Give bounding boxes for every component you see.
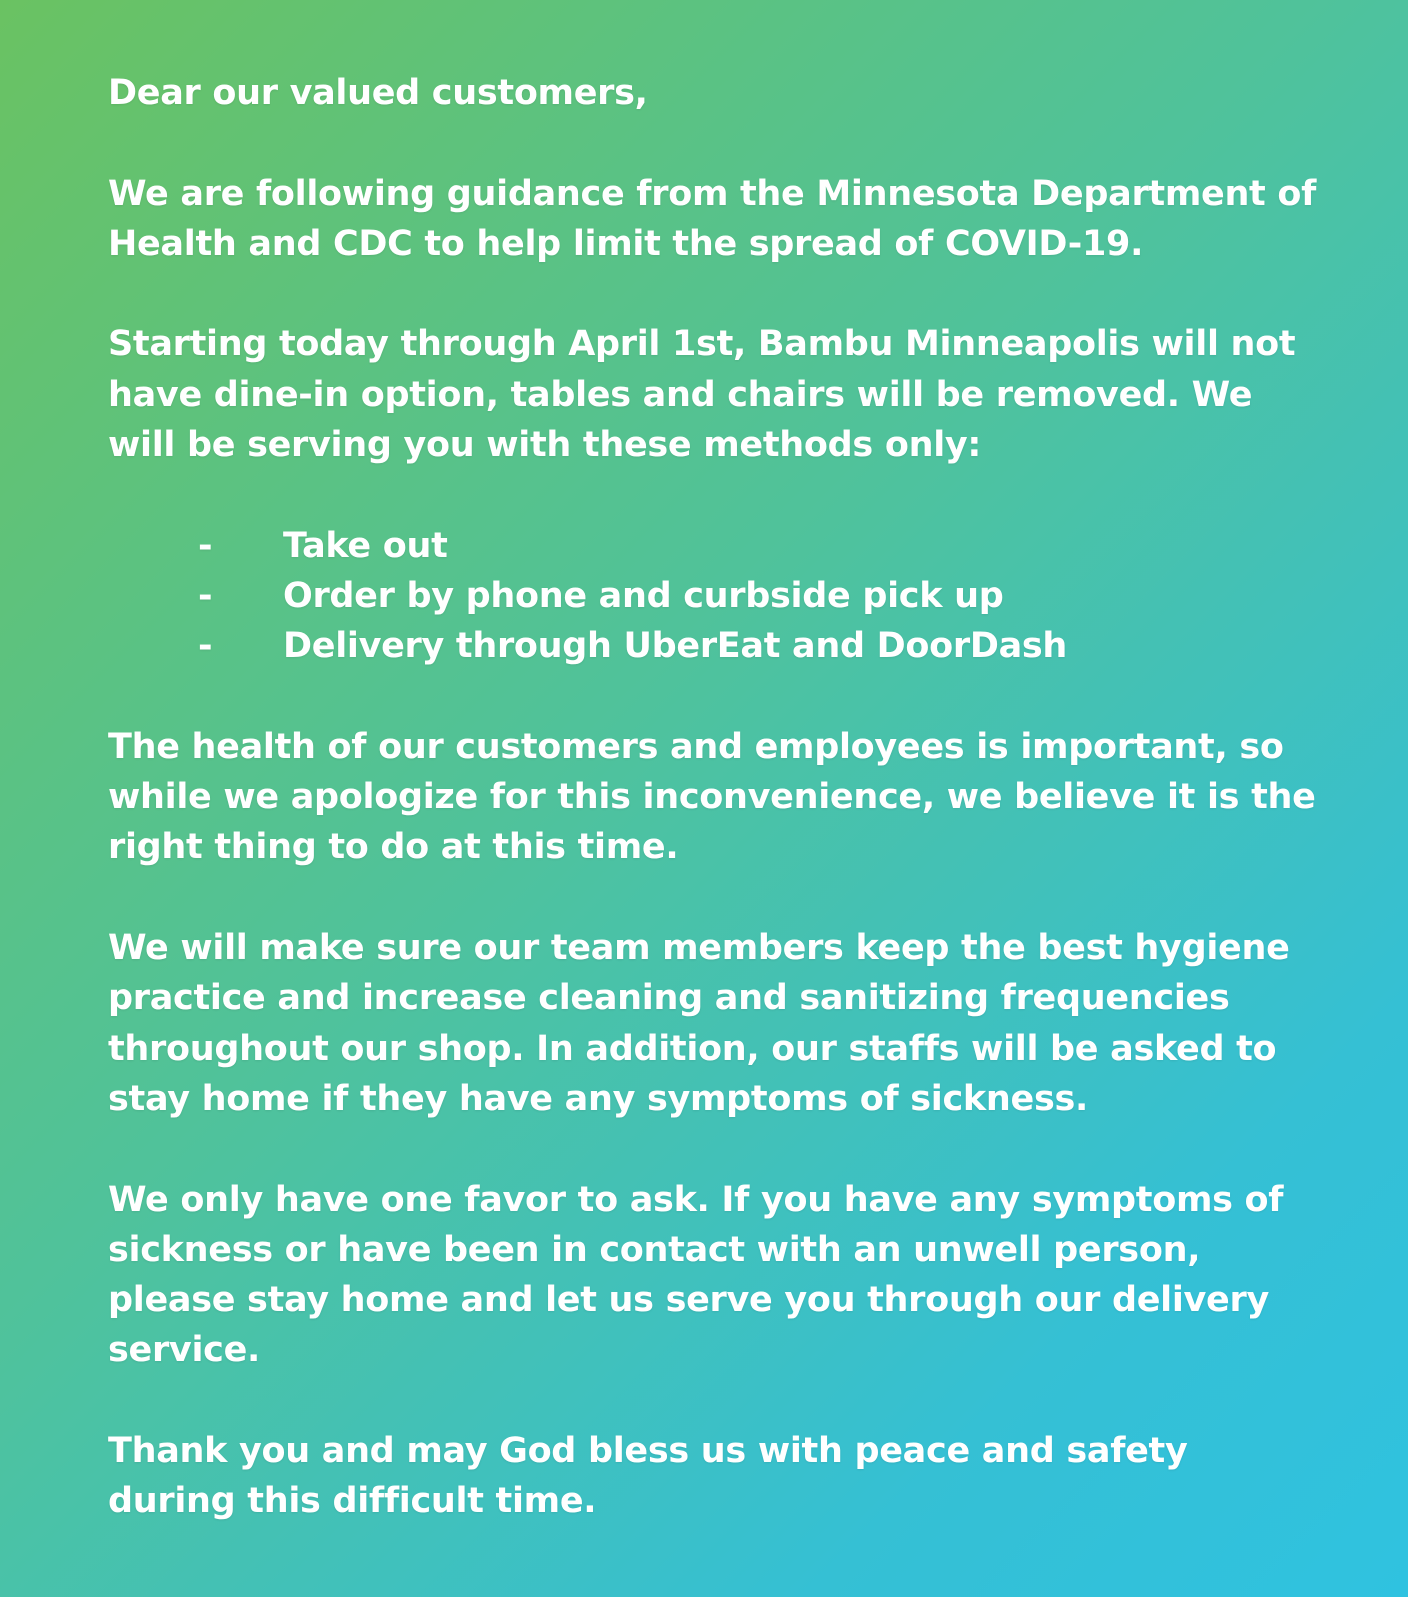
greeting [108, 68, 1338, 118]
greeting-line: Dear our valued customers, [108, 73, 648, 113]
paragraph-line: Health and CDC to help limit the spread of COVID-19. [108, 223, 1144, 264]
paragraph-line: have dine-in option, tables and chairs will be removed. We [108, 374, 1253, 415]
paragraph-line: Thank you and may God bless us with peace and safety [108, 1431, 1188, 1472]
paragraph-line: practice and increase cleaning and sanitizing frequencies [108, 978, 1230, 1019]
paragraph-line: during this difficult time. [108, 1481, 597, 1522]
notice-letter [108, 68, 1338, 1577]
paragraph-favor [108, 1175, 1338, 1376]
bullet-marker: - [198, 626, 213, 667]
paragraph-line: right thing to do at this time. [108, 827, 679, 868]
paragraph-line: We are following guidance from the Minnesota Department of [108, 173, 1317, 214]
paragraph-line: will be serving you with these methods only: [108, 425, 982, 466]
paragraph-line: sickness or have been in contact with an unwell person, [108, 1229, 1201, 1270]
bullet-marker: - [198, 575, 213, 616]
paragraph-line: while we apologize for this inconvenience, we believe it is the [108, 777, 1316, 818]
paragraph-line: service. [108, 1330, 261, 1371]
paragraph-closing [108, 1426, 1338, 1527]
paragraph-line: please stay home and let us serve you through our delivery [108, 1280, 1269, 1321]
list-item [108, 571, 1338, 621]
paragraph-service-change [108, 319, 1338, 470]
method-text: Delivery through UberEat and DoorDash [283, 626, 1068, 667]
paragraph-hygiene [108, 923, 1338, 1124]
paragraph-health [108, 722, 1338, 873]
method-text: Take out [283, 525, 448, 566]
bullet-marker: - [198, 525, 213, 566]
method-text: Order by phone and curbside pick up [283, 575, 1004, 616]
list-item [108, 521, 1338, 571]
paragraph-line: Starting today through April 1st, Bambu Minneapolis will not [108, 324, 1296, 365]
paragraph-line: stay home if they have any symptoms of sickness. [108, 1078, 1089, 1119]
paragraph-line: throughout our shop. In addition, our staffs will be asked to [108, 1028, 1277, 1069]
service-methods-list [108, 521, 1338, 672]
list-item [108, 621, 1338, 671]
paragraph-guidance [108, 169, 1338, 270]
paragraph-line: The health of our customers and employees is important, so [108, 726, 1284, 767]
paragraph-line: We only have one favor to ask. If you have any symptoms of [108, 1179, 1284, 1220]
paragraph-line: We will make sure our team members keep the best hygiene [108, 928, 1290, 969]
